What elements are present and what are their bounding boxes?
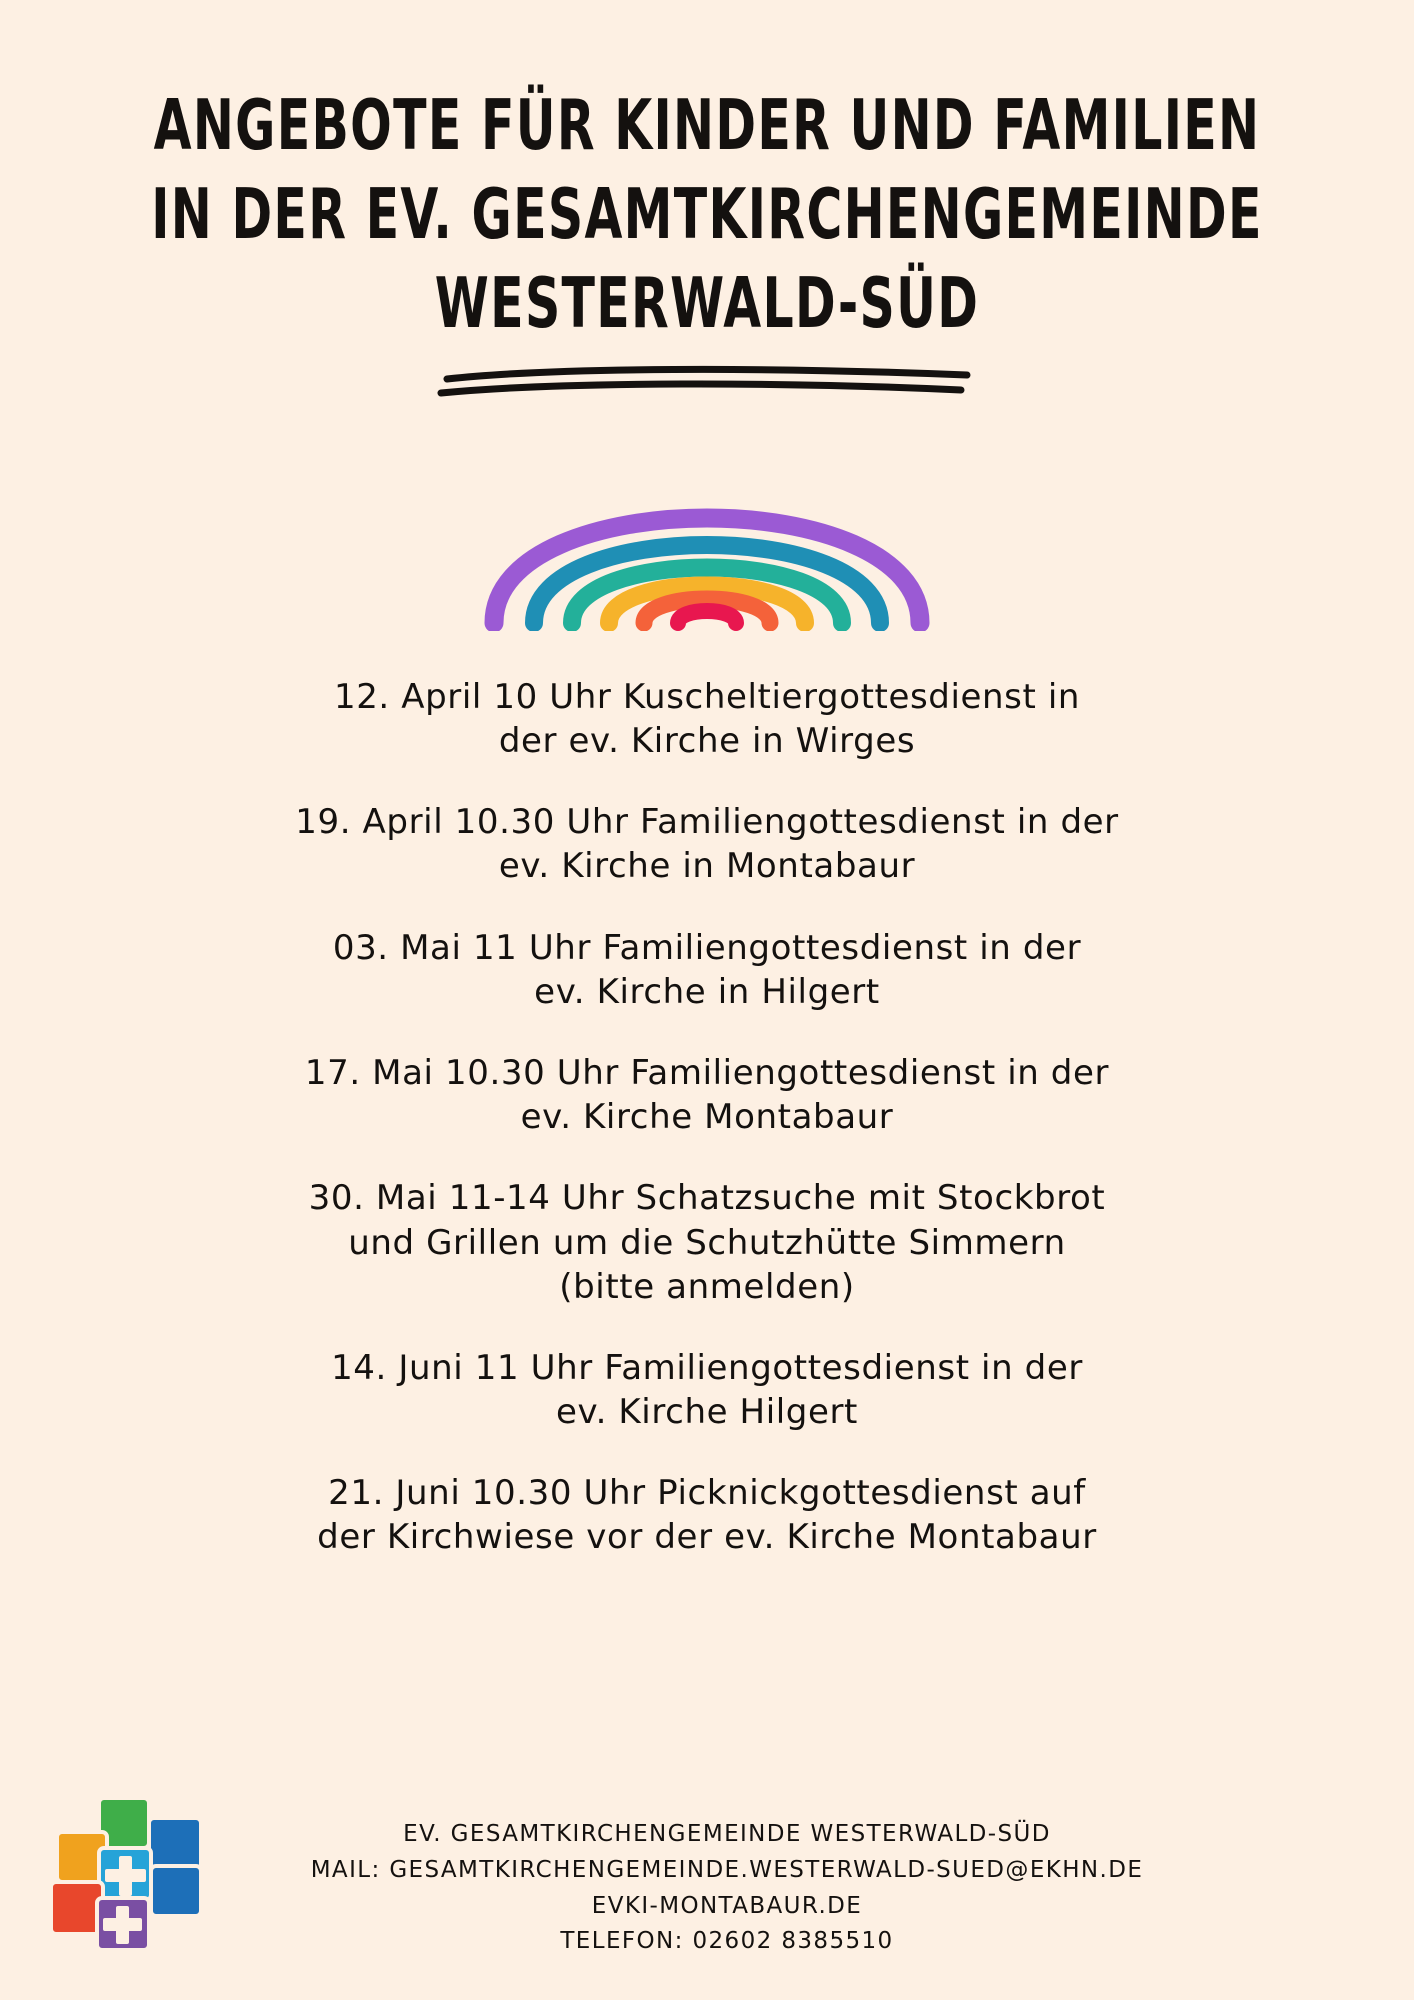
event-line: der Kirchwiese vor der ev. Kirche Montabaur bbox=[317, 1517, 1097, 1558]
events-list bbox=[132, 675, 1282, 1560]
list-item bbox=[305, 1051, 1109, 1139]
footer-organisation: EV. GESAMTKIRCHENGEMEINDE WESTERWALD-SÜD bbox=[403, 1821, 1051, 1848]
rainbow-illustration bbox=[472, 431, 942, 641]
event-line: 21. Juni 10.30 Uhr Picknickgottesdienst auf bbox=[328, 1473, 1086, 1514]
list-item bbox=[331, 1346, 1083, 1434]
event-line: ev. Kirche Montabaur bbox=[520, 1097, 894, 1138]
event-line: ev. Kirche in Montabaur bbox=[498, 846, 916, 887]
footer-contact bbox=[311, 1817, 1144, 1960]
event-line: ev. Kirche Hilgert bbox=[555, 1392, 858, 1433]
event-line: (bitte anmelden) bbox=[559, 1266, 855, 1307]
footer-website: EVKI-MONTABAUR.DE bbox=[591, 1892, 863, 1919]
list-item bbox=[317, 1471, 1097, 1559]
page-title: ANGEBOTE FÜR KINDER UND FAMILIEN IN DER EV. GESAMTKIRCHENGEMEINDE WESTERWALD-SÜD bbox=[151, 85, 1263, 345]
event-line: und Grillen um die Schutzhütte Simmern bbox=[348, 1222, 1066, 1263]
footer bbox=[0, 1817, 1414, 1960]
list-item bbox=[295, 800, 1118, 888]
rainbow-icon bbox=[472, 431, 942, 631]
event-line: 19. April 10.30 Uhr Familiengottesdienst in der bbox=[295, 802, 1119, 843]
list-item bbox=[309, 1176, 1106, 1309]
event-line: 17. Mai 10.30 Uhr Familiengottesdienst in der bbox=[304, 1052, 1110, 1093]
event-line: 14. Juni 11 Uhr Familiengottesdienst in der bbox=[331, 1347, 1083, 1388]
footer-mail: MAIL: GESAMTKIRCHENGEMEINDE.WESTERWALD-SUED@EKHN.DE bbox=[310, 1857, 1144, 1884]
church-cross-logo bbox=[45, 1794, 235, 1964]
footer-phone: TELEFON: 02602 8385510 bbox=[560, 1928, 894, 1955]
event-line: 12. April 10 Uhr Kuscheltiergottesdienst in bbox=[333, 676, 1081, 717]
event-line: der ev. Kirche in Wirges bbox=[498, 721, 916, 762]
title-underline bbox=[427, 363, 987, 405]
list-item bbox=[333, 926, 1081, 1014]
event-line: 30. Mai 11-14 Uhr Schatzsuche mit Stockbrot bbox=[308, 1178, 1106, 1219]
list-item bbox=[334, 675, 1080, 763]
underline-swoosh-icon bbox=[437, 363, 977, 405]
event-line: 03. Mai 11 Uhr Familiengottesdienst in der bbox=[332, 927, 1082, 968]
event-line: ev. Kirche in Hilgert bbox=[534, 971, 880, 1012]
